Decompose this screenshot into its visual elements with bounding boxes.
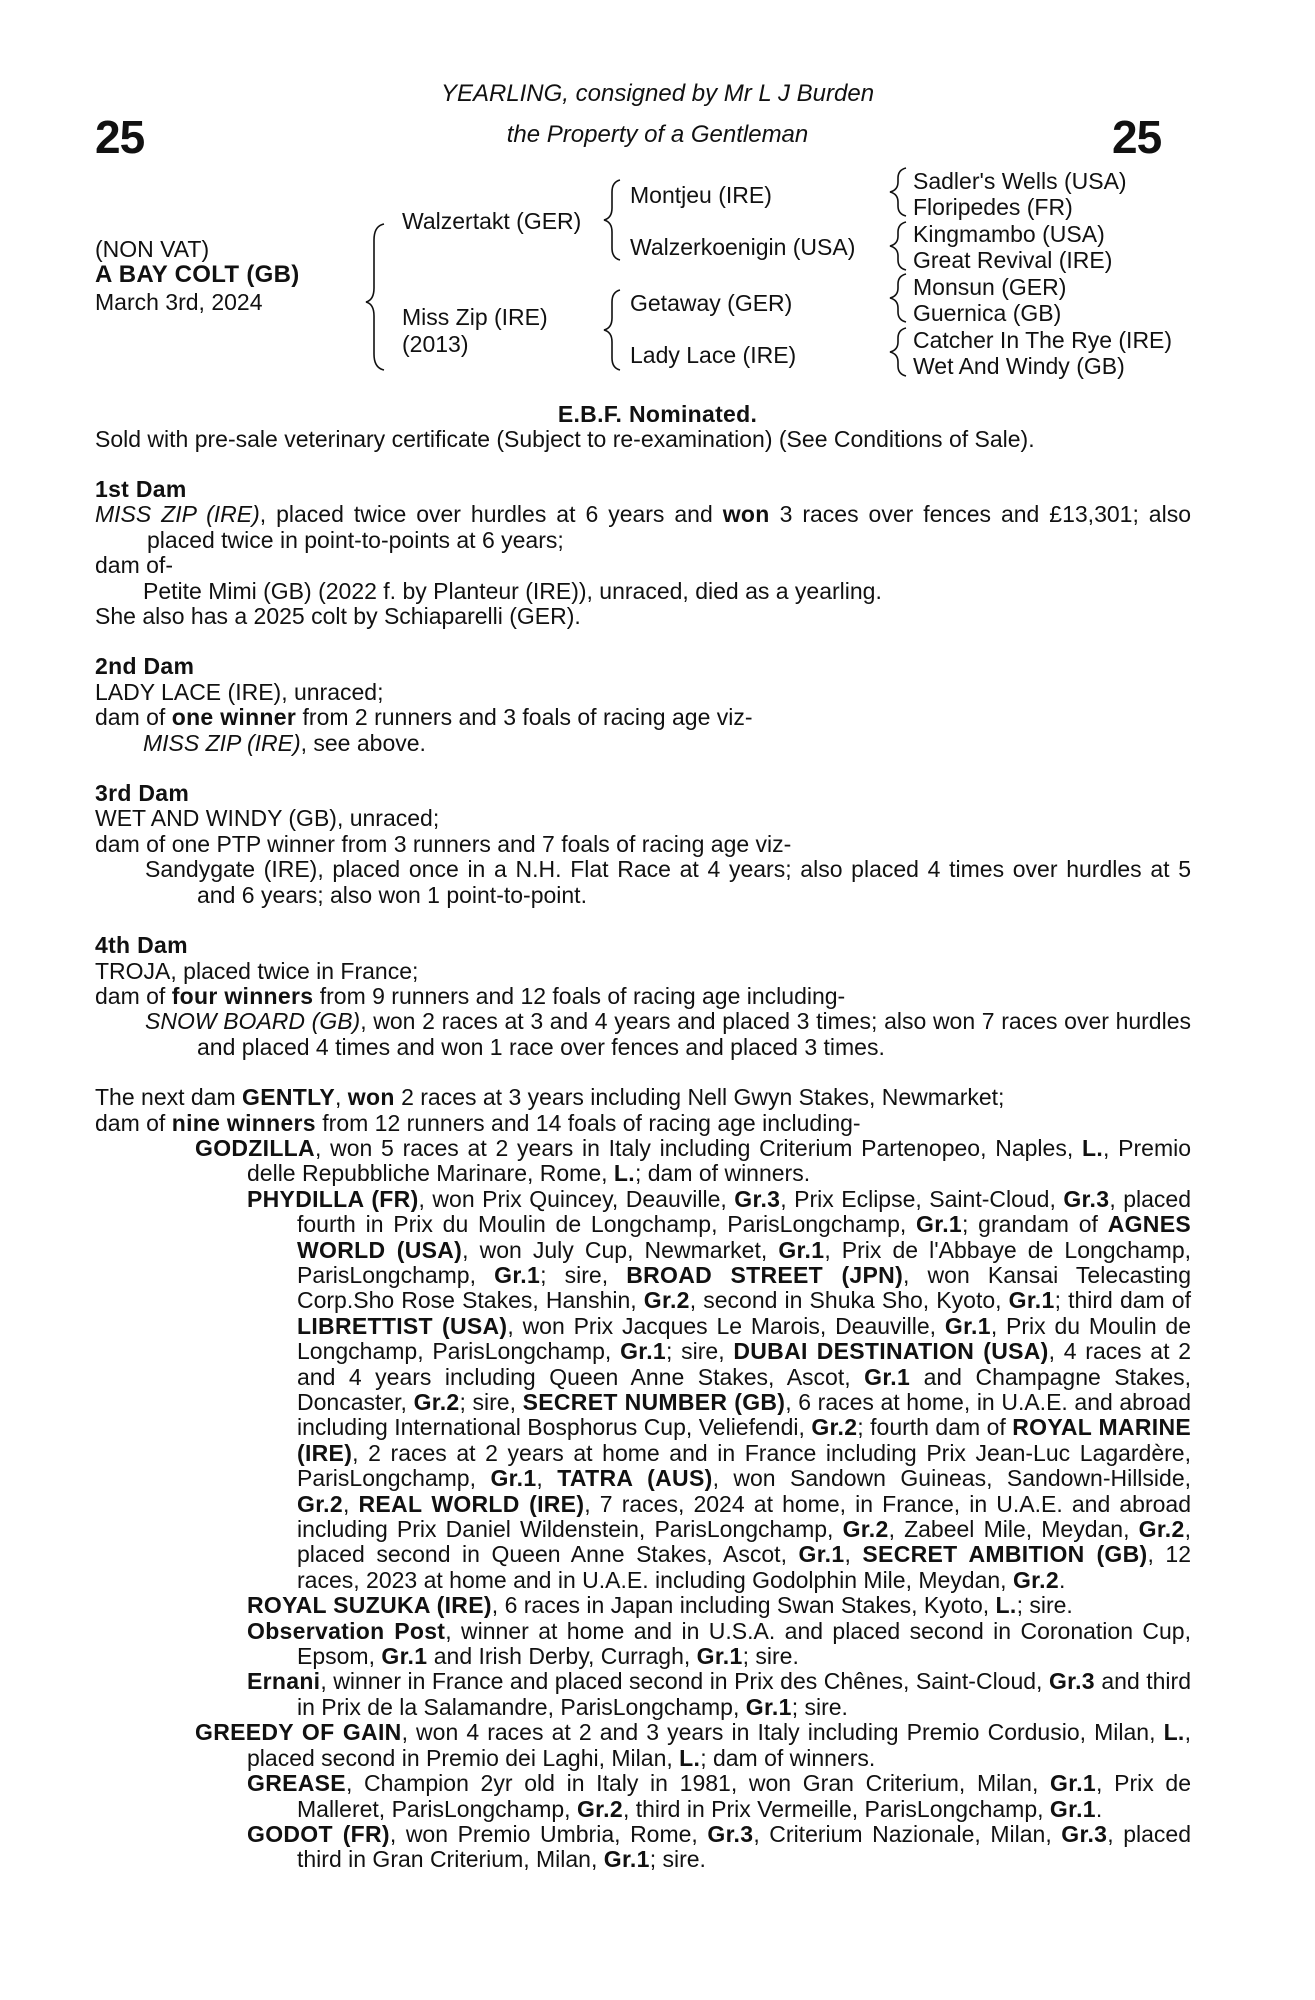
gen3-1: Sadler's Wells (USA) — [913, 168, 1127, 194]
grade: Gr.1 — [490, 1465, 537, 1492]
third-dam-produce-summary: dam of one PTP winner from 3 runners and 7 foals of racing age viz- — [95, 830, 792, 857]
text: ; sire, — [540, 1261, 627, 1288]
text: ; dam of winners. — [700, 1744, 876, 1771]
text: ; sire. — [649, 1846, 706, 1873]
produce-note: She also has a 2025 colt by Schiaparelli (GER). — [95, 603, 581, 630]
text: , Prix de Malleret, ParisLongchamp, — [297, 1770, 1191, 1822]
pedigree-notes — [95, 477, 1191, 1873]
text: , — [536, 1465, 558, 1492]
text: dam of — [95, 982, 172, 1009]
text: , placed twice over hurdles at 6 years and — [259, 501, 723, 528]
second-dam-heading: 2nd Dam — [95, 653, 195, 680]
grade: Gr.3 — [734, 1185, 781, 1212]
grade: Gr.1 — [778, 1236, 825, 1263]
text: , winner at home and in U.S.A. and placed second in Coronation Cup, Epsom, — [297, 1617, 1191, 1670]
produce-greedy-of-gain — [95, 1720, 1191, 1771]
grade: Gr.2 — [1138, 1516, 1185, 1543]
text: ; third dam of — [1054, 1287, 1191, 1314]
produce-godzilla — [95, 1136, 1191, 1187]
grade: Gr.2 — [576, 1795, 623, 1822]
text: from 9 runners and 12 foals of racing age including- — [313, 982, 846, 1009]
text: , — [335, 1084, 348, 1111]
grade: Gr.2 — [842, 1516, 889, 1543]
grade: Gr.2 — [297, 1490, 343, 1517]
grade: Gr.3 — [1048, 1668, 1095, 1695]
spacer — [95, 1060, 1191, 1085]
grade: Gr.1 — [745, 1693, 792, 1720]
text: , Premio delle Repubbliche Marinare, Rome, — [247, 1134, 1192, 1187]
horse-name: TATRA (AUS) — [557, 1465, 713, 1492]
text: ; sire. — [1016, 1592, 1073, 1619]
grade: Gr.1 — [1049, 1795, 1096, 1822]
gen3-8: Wet And Windy (GB) — [913, 353, 1125, 379]
text: dam of — [95, 704, 172, 731]
second-dam-name-line: LADY LACE (IRE), unraced; — [95, 678, 384, 705]
horse-name: GODOT (FR) — [247, 1820, 390, 1847]
grade: Gr.1 — [864, 1363, 911, 1390]
ebf-nominated: E.B.F. Nominated. — [557, 401, 758, 427]
fourth-dam-heading: 4th Dam — [95, 932, 188, 959]
horse-name: AGNES WORLD (USA) — [297, 1211, 1191, 1263]
grade: Gr.2 — [413, 1389, 460, 1415]
won: won — [722, 501, 770, 528]
grade: Gr.1 — [798, 1541, 845, 1568]
sire-sire: Montjeu (IRE) — [630, 182, 772, 208]
text: , Prix de l'Abbaye de Longchamp, ParisLongchamp, — [297, 1236, 1192, 1288]
produce-royal-suzuka — [95, 1593, 1191, 1618]
lot-number-right: 25 — [1112, 111, 1162, 163]
text: , placed third in Gran Criterium, Milan, — [297, 1820, 1191, 1873]
text: . — [1095, 1795, 1103, 1822]
first-dam-name: MISS ZIP (IRE) — [95, 501, 260, 528]
horse-name: GODZILLA — [195, 1134, 315, 1161]
text: , placed fourth in Prix du Moulin de Longchamp, ParisLongchamp, — [297, 1185, 1191, 1238]
horse-name: PHYDILLA (FR) — [247, 1185, 419, 1212]
text: , placed second in Queen Anne Stakes, Ascot, — [297, 1516, 1191, 1568]
text: 2 races at 3 years including Nell Gwyn Stakes, Newmarket; — [394, 1084, 1005, 1111]
grade: Gr.2 — [1012, 1566, 1059, 1593]
spacer — [95, 756, 1191, 781]
spacer — [95, 908, 1191, 933]
text: , won Sandown Guineas, Sandown-Hillside, — [712, 1465, 1192, 1492]
dam-year: (2013) — [402, 331, 469, 357]
next-dam-produce-summary — [95, 1111, 1191, 1136]
text: , 6 races at home, in U.A.E. and abroad including International Bosphorus Cup, Veliefendi, — [297, 1389, 1192, 1441]
grade: Gr.1 — [381, 1643, 428, 1670]
spacer — [95, 629, 1191, 654]
gen3-7: Catcher In The Rye (IRE) — [913, 327, 1173, 353]
text: , 2 races at 2 years at home and in France including Prix Jean-Luc Lagardère, ParisLongchamp, — [297, 1439, 1191, 1492]
grade: Gr.2 — [811, 1414, 858, 1441]
produce-phydilla — [95, 1187, 1191, 1594]
horse-name: ROYAL MARINE (IRE) — [297, 1414, 1191, 1466]
gen3-2: Floripedes (FR) — [913, 194, 1073, 220]
text: . — [1058, 1566, 1066, 1593]
text: , Criterium Nazionale, Milan, — [753, 1820, 1062, 1847]
dam-sire: Getaway (GER) — [630, 290, 793, 316]
text: , placed second in Premio dei Laghi, Milan, — [247, 1719, 1192, 1771]
gen3-6: Guernica (GB) — [913, 300, 1062, 326]
sire-dam: Walzerkoenigin (USA) — [630, 234, 856, 260]
grade: Gr.3 — [707, 1820, 754, 1847]
text: , — [844, 1541, 863, 1568]
text: , 7 races, 2024 at home, in France, in U.A.E. and abroad including Prix Daniel Wildenstein, ParisLongchamp, — [297, 1490, 1192, 1543]
winner-count: four winners — [171, 982, 314, 1009]
text: , won Premio Umbria, Rome, — [389, 1820, 708, 1847]
horse-name: GREEDY OF GAIN — [195, 1719, 402, 1746]
grade: L. — [613, 1160, 635, 1187]
grade: Gr.1 — [696, 1643, 743, 1670]
text: and Irish Derby, Curragh, — [427, 1643, 697, 1670]
text: , third in Prix Vermeille, ParisLongchamp, — [622, 1795, 1050, 1822]
text: and third in Prix de la Salamandre, ParisLongchamp, — [297, 1668, 1191, 1720]
text: , second in Shuka Sho, Kyoto, — [689, 1287, 1009, 1314]
grade: Gr.1 — [944, 1312, 991, 1339]
dam-dam: Lady Lace (IRE) — [630, 342, 797, 368]
text: from 12 runners and 14 foals of racing age including- — [315, 1109, 861, 1136]
text: , won 2 races at 3 and 4 years and placed 3 times; also won 7 races over hurdles and placed 4 times and won 1 race over fences and placed 3 times. — [197, 1008, 1191, 1060]
text: and Champagne Stakes, Doncaster, — [297, 1363, 1192, 1415]
grade: Gr.1 — [494, 1261, 541, 1288]
gen3-4: Great Revival (IRE) — [913, 247, 1113, 273]
vat-status: (NON VAT) — [95, 236, 210, 262]
horse-name: BROAD STREET (JPN) — [626, 1261, 904, 1288]
text: , 12 races, 2023 at home and in U.A.E. including Godolphin Mile, Meydan, — [297, 1541, 1191, 1593]
horse-name: ROYAL SUZUKA (IRE) — [247, 1592, 492, 1619]
produce-ernani — [95, 1669, 1191, 1720]
produce-godot — [95, 1822, 1191, 1873]
horse-name: SECRET AMBITION (GB) — [862, 1541, 1148, 1568]
horse-name: SNOW BOARD (GB) — [145, 1008, 361, 1035]
text: ; fourth dam of — [857, 1414, 1013, 1441]
grade: Gr.1 — [603, 1846, 650, 1873]
horse-name: Ernani — [247, 1668, 321, 1695]
horse-name: A BAY COLT (GB) — [95, 261, 300, 288]
text: , winner in France and placed second in Prix des Chênes, Saint-Cloud, — [320, 1668, 1049, 1695]
first-dam-record — [95, 502, 1191, 553]
fourth-dam-produce — [95, 1009, 1191, 1060]
grade: Gr.2 — [643, 1287, 690, 1314]
lot-number-left: 25 — [95, 111, 145, 163]
text: , see above. — [300, 729, 426, 756]
text: ; sire. — [742, 1643, 799, 1670]
consignor-line: YEARLING, consigned by Mr L J Burden — [440, 80, 875, 107]
text: , Champion 2yr old in Italy in 1981, won Gran Criterium, Milan, — [345, 1770, 1051, 1797]
grade: Gr.1 — [620, 1338, 667, 1365]
text: ; sire, — [666, 1338, 734, 1365]
text: , won July Cup, Newmarket, — [462, 1236, 779, 1263]
grade: L. — [679, 1744, 701, 1771]
text: , Prix du Moulin de Longchamp, ParisLongchamp, — [297, 1312, 1191, 1365]
text: , 4 races at 2 and 4 years including Queen Anne Stakes, Ascot, — [297, 1338, 1191, 1390]
fourth-dam-produce-summary — [95, 984, 1191, 1009]
winner-count: nine winners — [171, 1109, 316, 1136]
fourth-dam-name-line: TROJA, placed twice in France; — [95, 957, 419, 984]
dam-name: Miss Zip (IRE) — [402, 304, 548, 330]
horse-name: DUBAI DESTINATION (USA) — [733, 1338, 1049, 1365]
text: , won 5 races at 2 years in Italy including Criterium Partenopeo, Naples, — [314, 1134, 1082, 1161]
horse-name: GREASE — [247, 1770, 346, 1797]
winner-count: one winner — [171, 704, 297, 731]
text: , won 4 races at 2 and 3 years in Italy including Premio Cordusio, Milan, — [401, 1719, 1164, 1746]
text: The next dam — [95, 1084, 243, 1111]
third-dam-heading: 3rd Dam — [95, 780, 190, 807]
text: , — [342, 1490, 359, 1517]
dam-of-label: dam of- — [95, 552, 173, 579]
grade: L. — [1163, 1719, 1185, 1746]
horse-name: REAL WORLD (IRE) — [358, 1490, 585, 1517]
text: , won Prix Jacques Le Marois, Deauville, — [507, 1312, 945, 1339]
grade: Gr.3 — [1061, 1820, 1108, 1847]
text: 3 races over fences and £13,301; also placed twice in point-to-points at 6 years; — [147, 501, 1191, 553]
second-dam-produce — [95, 731, 1191, 756]
text: from 2 runners and 3 foals of racing age viz- — [296, 704, 753, 731]
first-dam-heading: 1st Dam — [95, 476, 187, 502]
grade: L. — [1081, 1134, 1104, 1161]
produce-observation-post — [95, 1619, 1191, 1670]
grade: L. — [995, 1592, 1017, 1619]
gen3-3: Kingmambo (USA) — [913, 221, 1105, 247]
text: , Zabeel Mile, Meydan, — [888, 1516, 1139, 1543]
gen3-5: Monsun (GER) — [913, 274, 1067, 300]
next-dam-line — [95, 1085, 1191, 1110]
produce-entry: Petite Mimi (GB) (2022 f. by Planteur (IRE)), unraced, died as a yearling. — [143, 577, 882, 604]
won: won — [347, 1084, 395, 1111]
text: , Prix Eclipse, Saint-Cloud, — [780, 1185, 1064, 1212]
text: ; grandam of — [962, 1211, 1108, 1238]
grade: Gr.1 — [1050, 1770, 1097, 1797]
horse-name: GENTLY — [242, 1084, 336, 1111]
text: , won Prix Quincey, Deauville, — [418, 1185, 735, 1212]
grade: Gr.1 — [916, 1211, 963, 1238]
sire-name: Walzertakt (GER) — [402, 208, 582, 234]
text: dam of — [95, 1109, 172, 1136]
horse-name: SECRET NUMBER (GB) — [522, 1389, 786, 1415]
third-dam-name-line: WET AND WINDY (GB), unraced; — [95, 805, 440, 832]
property-line: the Property of a Gentleman — [506, 121, 809, 148]
produce-grease — [95, 1771, 1191, 1822]
horse-name: LIBRETTIST (USA) — [297, 1312, 508, 1339]
horse-name: MISS ZIP (IRE) — [143, 729, 301, 756]
horse-name: Observation Post — [247, 1617, 446, 1644]
second-dam-produce-summary — [95, 705, 1191, 730]
text: , 6 races in Japan including Swan Stakes, Kyoto, — [491, 1592, 996, 1619]
vet-certificate-note: Sold with pre-sale veterinary certificate (Subject to re-examination) (See Conditions of Sale). — [95, 426, 1035, 452]
text: ; dam of winners. — [634, 1160, 811, 1187]
grade: Gr.1 — [1008, 1287, 1055, 1314]
grade: Gr.3 — [1063, 1185, 1110, 1212]
foaling-date: March 3rd, 2024 — [95, 289, 263, 315]
text: ; sire, — [459, 1389, 523, 1415]
text: ; sire. — [791, 1693, 848, 1720]
third-dam-produce: Sandygate (IRE), placed once in a N.H. Flat Race at 4 years; also placed 4 times over hurdles at 5 and 6 years; also won 1 point-to-point. — [145, 856, 1191, 908]
text: , won Kansai Telecasting Corp.Sho Rose Stakes, Hanshin, — [297, 1261, 1191, 1314]
